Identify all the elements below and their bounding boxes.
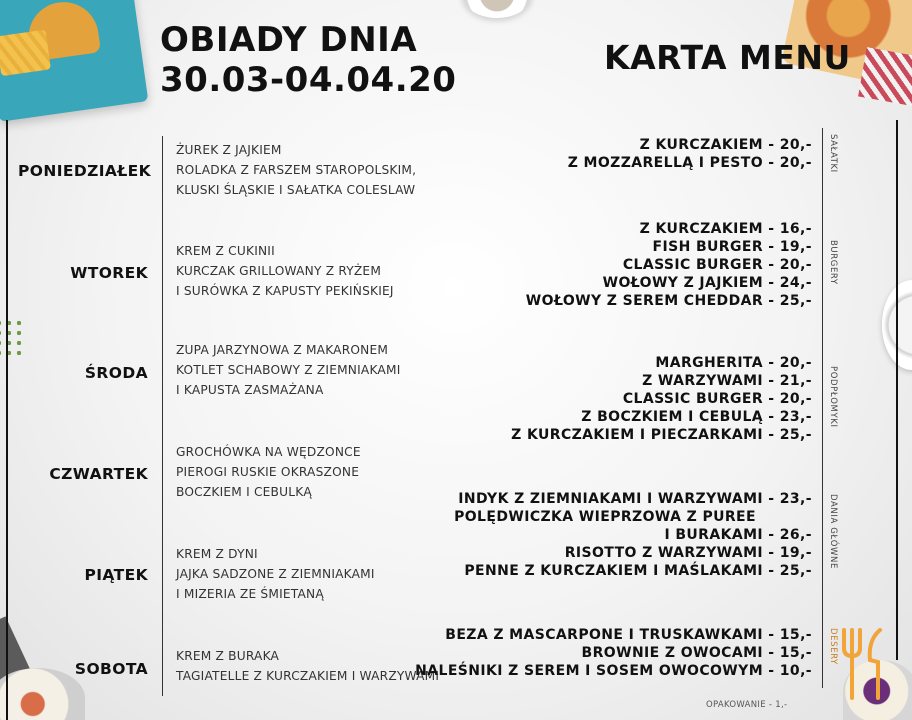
- day-dishes-monday: [176, 140, 416, 200]
- day-dishes-tuesday: [176, 241, 394, 301]
- day-dishes-saturday: [176, 646, 439, 686]
- day-label-saturday: SOBOTA: [74, 660, 148, 678]
- menu-item: Z BOCZKIEM I CEBULĄ - 23,-: [581, 409, 812, 425]
- menu-card-title: KARTA MENU: [604, 38, 851, 77]
- dish-line: KURCZAK GRILLOWANY Z RYŻEM: [176, 264, 382, 278]
- dish-line: ZUPA JARZYNOWA Z MAKARONEM: [176, 343, 389, 357]
- dish-line: KLUSKI ŚLĄSKIE I SAŁATKA COLESLAW: [176, 183, 416, 197]
- day-label-wednesday: ŚRODA: [84, 364, 148, 382]
- menu-item: POLĘDWICZKA WIEPRZOWA Z PUREE: [454, 509, 756, 525]
- dish-line: GROCHÓWKA NA WĘDZONCE: [176, 445, 361, 459]
- days-divider-line: [162, 136, 163, 696]
- menu-item: Z KURCZAKIEM I PIECZARKAMI - 25,-: [511, 427, 812, 443]
- day-label-tuesday: WTOREK: [70, 264, 148, 282]
- dish-line: ŻUREK Z JAJKIEM: [176, 143, 282, 157]
- coffee-cup-photo: [462, 0, 532, 18]
- food-photo-fries: [0, 0, 148, 122]
- menu-divider-line: [822, 128, 823, 688]
- category-label-mains: DANIA GŁÓWNE: [828, 494, 838, 569]
- menu-item: WOŁOWY Z JAJKIEM - 24,-: [602, 275, 812, 291]
- napkin-photo: [858, 47, 912, 107]
- menu-item: CLASSIC BURGER - 20,-: [622, 391, 812, 407]
- menu-section-desserts: [415, 626, 812, 680]
- category-label-salads: SAŁATKI: [828, 134, 838, 173]
- menu-section-mains: [454, 490, 812, 580]
- category-label-burgers: BURGERY: [828, 240, 838, 285]
- day-label-monday: PONIEDZIAŁEK: [18, 162, 152, 180]
- day-dishes-wednesday: [176, 340, 400, 400]
- menu-item: Z KURCZAKIEM - 20,-: [639, 137, 812, 153]
- dish-line: JAJKA SADZONE Z ZIEMNIAKAMI: [176, 567, 375, 581]
- dish-line: I SURÓWKA Z KAPUSTY PEKIŃSKIEJ: [176, 284, 394, 298]
- day-label-thursday: CZWARTEK: [49, 465, 148, 483]
- lunch-date-range: 30.03-04.04.20: [160, 60, 457, 100]
- left-border-line: [6, 120, 8, 720]
- day-dishes-friday: [176, 544, 375, 604]
- category-label-flatbreads: PODPŁOMYKI: [828, 366, 838, 428]
- cutlery-icon: [836, 626, 892, 702]
- packaging-fee-note: OPAKOWANIE - 1,-: [706, 700, 788, 710]
- dish-line: I KAPUSTA ZASMAŻANA: [176, 383, 324, 397]
- dish-line: KREM Z CUKINII: [176, 244, 275, 258]
- dish-line: BOCZKIEM I CEBULKĄ: [176, 485, 312, 499]
- right-border-line: [896, 120, 898, 660]
- menu-item: PENNE Z KURCZAKIEM I MAŚLAKAMI - 25,-: [464, 563, 812, 579]
- menu-section-burgers: [526, 220, 812, 310]
- lunch-title: [160, 20, 456, 100]
- category-label-desserts: DESERY: [828, 628, 838, 665]
- day-dishes-thursday: [176, 442, 361, 502]
- menu-section-flatbreads: [511, 354, 812, 444]
- menu-item: MARGHERITA - 20,-: [655, 355, 812, 371]
- menu-item: NALEŚNIKI Z SEREM I SOSEM OWOCOWYM - 10,-: [415, 663, 812, 679]
- dish-line: KREM Z BURAKA: [176, 649, 280, 663]
- menu-item: RISOTTO Z WARZYWAMI - 19,-: [564, 545, 812, 561]
- menu-item: Z WARZYWAMI - 21,-: [642, 373, 812, 389]
- dish-line: ROLADKA Z FARSZEM STAROPOLSKIM,: [176, 163, 417, 177]
- menu-item: BEZA Z MASCARPONE I TRUSKAWKAMI - 15,-: [445, 627, 812, 643]
- dish-line: KREM Z DYNI: [176, 547, 258, 561]
- day-label-friday: PIĄTEK: [84, 566, 148, 584]
- menu-item: Z MOZZARELLĄ I PESTO - 20,-: [567, 155, 812, 171]
- dish-line: PIEROGI RUSKIE OKRASZONE: [176, 465, 360, 479]
- menu-item: CLASSIC BURGER - 20,-: [622, 257, 812, 273]
- dish-line: I MIZERIA ZE ŚMIETANĄ: [176, 587, 324, 601]
- herb-photo: [0, 318, 22, 358]
- dish-line: KOTLET SCHABOWY Z ZIEMNIAKAMI: [176, 363, 401, 377]
- menu-item: INDYK Z ZIEMNIAKAMI I WARZYWAMI - 23,-: [458, 491, 812, 507]
- lunch-title-line1: OBIADY DNIA: [160, 20, 418, 60]
- menu-item: BROWNIE Z OWOCAMI - 15,-: [581, 645, 812, 661]
- menu-item: Z KURCZAKIEM - 16,-: [639, 221, 812, 237]
- menu-item: WOŁOWY Z SEREM CHEDDAR - 25,-: [525, 293, 812, 309]
- menu-item: FISH BURGER - 19,-: [652, 239, 812, 255]
- menu-section-salads: [568, 136, 812, 172]
- menu-item: I BURAKAMI - 26,-: [664, 527, 812, 543]
- dish-line: TAGIATELLE Z KURCZAKIEM I WARZYWAMI: [176, 669, 440, 683]
